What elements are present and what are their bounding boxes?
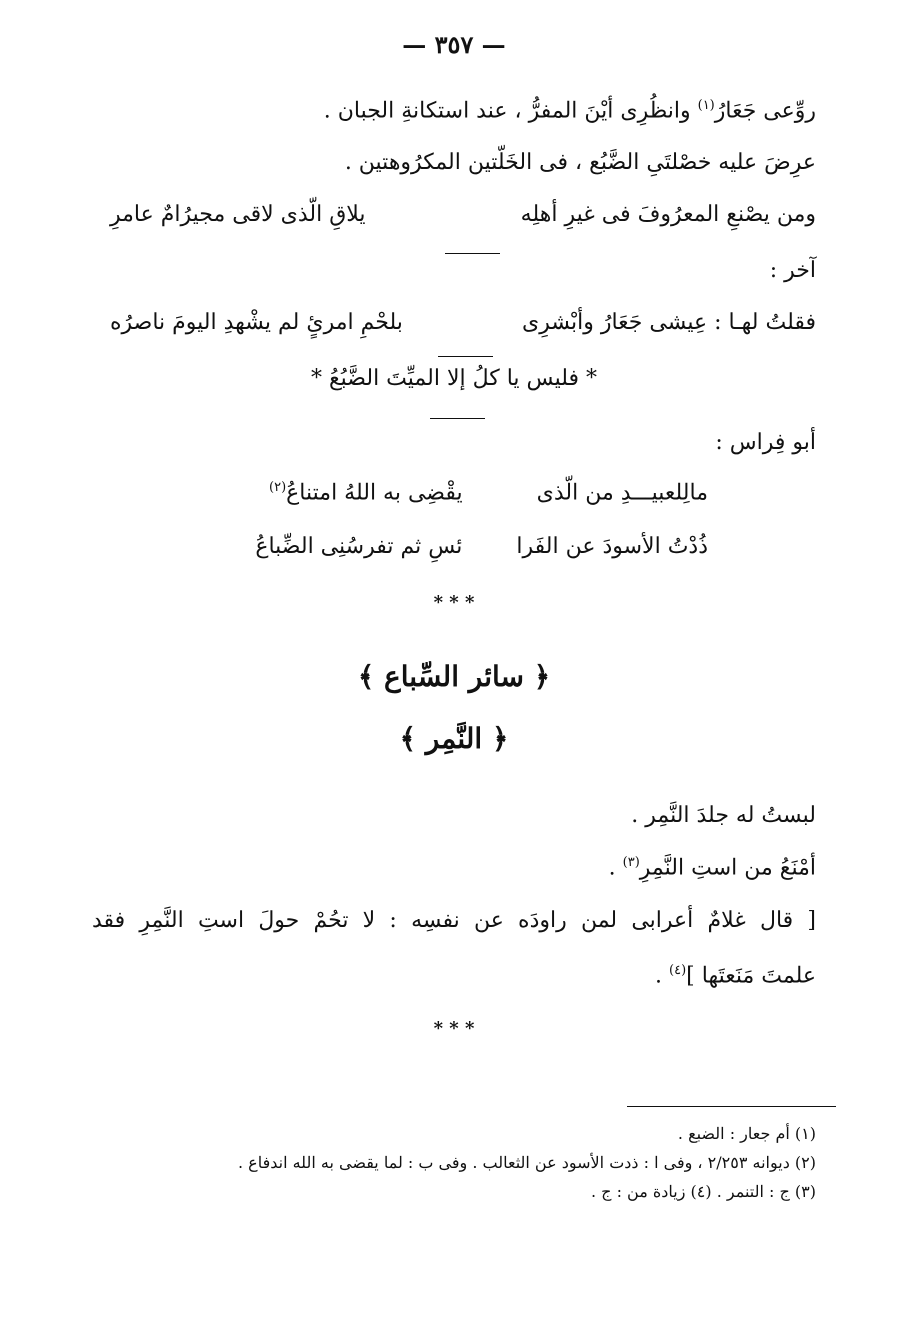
- text: .: [608, 855, 623, 881]
- footnote-2: (٢) ديوانه ٢/٢٥٣ ، وفى ا : ذدت الأسود عن الثعالب . وفى ب : لما يقضى به الله اندفاع .: [237, 1153, 816, 1172]
- verse-line-4: [269, 480, 708, 505]
- hemistich-2: يقْضِى به اللهُ امتناعُ: [286, 480, 463, 506]
- page-number: — ٣٥٧ —: [402, 30, 506, 59]
- footnote-rule: [627, 1106, 836, 1107]
- section-separator: * * *: [433, 592, 475, 613]
- hemistich-2: ئسِ ثم تفرسُنِى الضِّباعُ: [255, 534, 463, 559]
- text: روِّعى جَعَارُ: [714, 98, 816, 124]
- proverb-line-3: لبستُ له جلدَ النَّمِر .: [631, 803, 816, 828]
- verse-line-2: [110, 310, 816, 335]
- hemistich-separator: [445, 253, 500, 254]
- footnote-3: (٣) ج : التنمر . (٤) زيادة من : ج .: [590, 1182, 816, 1201]
- hemistich-1: مالِلعبيـــدِ من الّذى: [536, 480, 708, 506]
- section-title: ﴿ سائر السِّباع ﴾: [357, 660, 551, 693]
- hemistich-1: ومن يصْنعِ المعرُوفَ فى غيرِ أهلِه: [520, 202, 816, 227]
- text: وانظُرِى أيْنَ المفرُّ ، عند استكانةِ الجبان .: [323, 98, 698, 124]
- footnote-ref: (١): [697, 98, 715, 113]
- footnote-ref: (٤): [669, 963, 687, 978]
- hemistich-1: فقلتُ لهـا : عِيشى جَعَارُ وأبْشرِى: [521, 310, 816, 335]
- proverb-line-2: عرِضَ عليه خصْلتَىِ الضَّبُع ، فى الخَلّتين المكرُوهتين .: [344, 150, 816, 175]
- poet-attribution: آخر :: [769, 258, 816, 283]
- section-separator: * * *: [433, 1018, 475, 1039]
- proverb-line-4: [609, 855, 816, 880]
- poet-attribution: أبو فِراس :: [715, 430, 816, 455]
- hemistich-2: بلحْمِ امرئٍ لم يشْهدِ اليومَ ناصرُه: [110, 310, 403, 335]
- text: علمتَ مَنَعتَها ]: [686, 963, 816, 989]
- hemistich-separator: [438, 356, 493, 357]
- footnote-ref: (٢): [269, 480, 287, 495]
- verse-line-5: [255, 534, 708, 559]
- text: أمْنَعُ من استِ النَّمِرِ: [639, 855, 816, 881]
- section-subtitle: ﴿ النَّمِر ﴾: [399, 722, 509, 755]
- verse-line-1: [110, 202, 816, 227]
- verse-line-3: * فليس يا كلُ إلا الميِّتَ الضَّبُعُ *: [310, 366, 598, 391]
- hemistich-1: ذُدْتُ الأسودَ عن الفَرا: [516, 534, 708, 559]
- text: .: [655, 963, 670, 989]
- footnote-ref: (٣): [622, 855, 640, 870]
- hemistich-2: يلاقِ الّذى لاقى مجيرُامٌ عامرِ: [110, 202, 366, 227]
- proverb-note-line-2: [655, 963, 816, 988]
- verse-separator: [430, 418, 485, 419]
- proverb-line-1: [324, 98, 816, 123]
- proverb-note-line-1: [ قال غلامٌ أعرابى لمن راودَه عن نفسِه : لا تحُمْ حولَ استِ النَّمِرِ فقد: [92, 908, 816, 933]
- footnote-1: (١) أم جعار : الضبع .: [677, 1124, 816, 1143]
